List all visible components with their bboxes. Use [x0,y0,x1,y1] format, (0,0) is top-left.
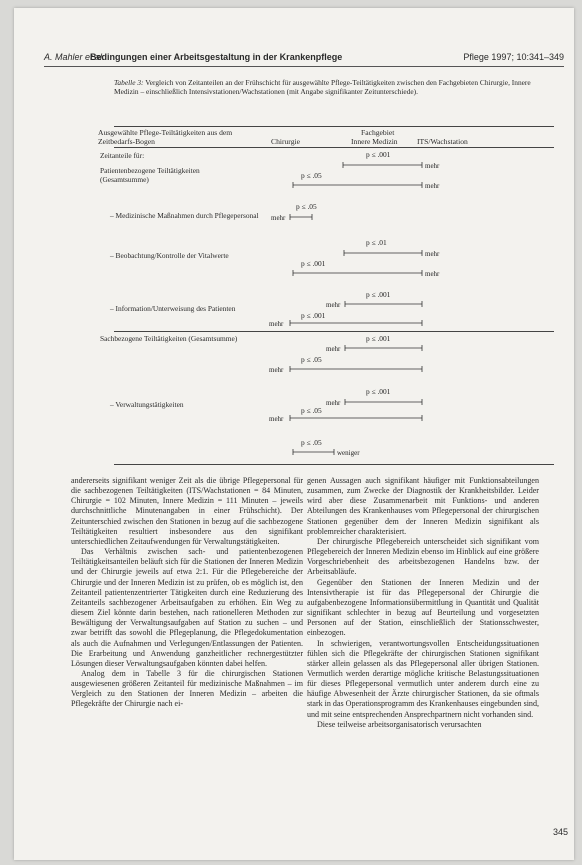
significance-label: p ≤ .001 [366,387,391,396]
paragraph: andererseits signifikant weniger Zeit als die übrige Pflegepersonal für die sachbezogenen Teiltätigkeiten (ITS/Wachstationen = 84 Minuten, Chirurgie = 102 Minuten, Innere Medizin = 111 Minuten – jeweils durchschnittliche Minutenangaben in einer Frühschicht). Der Zeitunterschied zwischen den Stationen in bezug auf die sachbezogene Teiltätigkeiten resultiert insbesondere aus den signifikant unterschiedlichen Zeitaufwendungen für Verwaltungstätigkeiten. [71,476,303,546]
significance-label: p ≤ .05 [301,171,322,180]
paragraph: Analog dem in Tabelle 3 für die chirurgischen Stationen ausgewiesenen größeren Zeitanteil für medizinische Maßnahmen – im Vergleich zu den Stationen der Inneren Medizin – arbeiten die Pflegekräfte der Chirurgie nach ei- [71,668,303,709]
row-label: – Information/Unterweisung des Patienten [110,304,236,313]
running-head-journal: Pflege 1997; 10:341–349 [463,52,564,62]
running-head-author: A. Mahler et al. [44,52,105,62]
bracket [293,171,440,190]
row-label: – Medizinische Maßnahmen durch Pflegepersonal [110,211,259,220]
level-label: mehr [425,162,440,170]
paragraph: Gegenüber den Stationen der Inneren Medizin und der Intensivtherapie ist für das Pflegepersonal der Chirurgie die aufgabenbezogene Informationsübermittlung in Quantität und Qualität signifikant schlechter in bezug auf Beurteilung und vorgesetzten Personen auf der Station, einschließlich der Stationsschwester, einbezogen. [307,577,539,638]
bracket [326,290,422,309]
significance-label: p ≤ .05 [296,202,317,211]
bracket [271,202,317,222]
paragraph: In schwierigen, verantwortungsvollen Entscheidungssituationen fühlen sich die Pflegekräfte der chirurgischen Stationen signifikant stärker allein gelassen als das Pflegepersonal aller übrigen Stationen. Vermutlich werden derartige mögliche kritische Belastungssituationen für dieses Pflegepersonal vermutlich unter anderem durch eine zu häufige Abwesenheit der Ärzte chirurgischer Stationen, da sie oftmals stark in das Operationsprogramm des Krankenhauses eingebunden sind, und mit seine entsprechenden Ansprechpartnern nicht vorhanden sind. [307,638,539,719]
significance-label: p ≤ .05 [301,406,322,415]
level-label: mehr [269,415,284,423]
paragraph: Das Verhältnis zwischen sach- und patientenbezogenen Teiltätigkeitsanteilen beläuft sich für die Stationen der Inneren Medizin und der Chirurgie jeweils auf etwa 2:1. Für die Pflegebereiche der Chirurgie und der Inneren Medizin ist zu prüfen, ob es möglich ist, den Zeitanteil patientenzentrierter Tätigkeiten durch eine Reduzierung des Zeitanteils sachbezogener Arbeitsaufgaben zu erhöhen. Ein Weg zu diesem Ziel könnte darin bestehen, nach rationelleren Methoden zur Bewältigung der Verwaltungsaufgaben auf Station zu suchen – und zwar betrifft das sowohl die Pflegeplanung, die Pflegedokumentation als auch die Aufnahmen und Verlegungen/Entlassungen der Patienten. Die Erarbeitung und Anwendung ganzheitlicher rechnergestützter Lösungen dieser Verwaltungsaufgaben könnten dabei helfen. [71,547,303,668]
level-label: mehr [326,301,341,309]
significance-label: p ≤ .001 [366,150,391,159]
significance-label: p ≤ .01 [366,238,387,247]
table-header-its: ITS/Wachstation [417,137,468,146]
significance-label: p ≤ .001 [301,259,326,268]
bracket [293,259,440,278]
bracket [269,355,422,374]
paragraph: Diese teilweise arbeitsorganisatorisch verursachten [317,719,482,729]
table-header-group: Fachgebiet [361,128,395,137]
paragraph: Der chirurgische Pflegebereich unterscheidet sich signifikant vom Pflegebereich der Inneren Medizin ebenso im Hinblick auf eine größere Vorgeschriebenheit des arbeitsbezogenen Handelns bzw. der Arbeitsabläufe. [307,536,539,577]
row-label: Sachbezogene Teiltätigkeiten (Gesamtsumme) [100,334,238,343]
significance-brackets [14,8,574,478]
bracket [269,311,422,328]
level-label: mehr [326,399,341,407]
bracket [326,387,422,407]
bracket [344,238,440,258]
table-header-activity: Ausgewählte Pflege-Teiltätigkeiten aus dem Zeitbedarfs-Bogen [98,128,233,146]
running-head-title: Bedingungen einer Arbeitsgestaltung in der Krankenpflege [90,52,343,62]
level-label: weniger [337,449,360,457]
significance-label: p ≤ .001 [301,311,326,320]
journal-page [14,8,574,860]
significance-label: p ≤ .001 [366,334,391,343]
row-label: Patientenbezogene Teiltätigkeiten (Gesamtsumme) [100,166,200,184]
page-number: 345 [552,827,568,837]
bracket [293,438,360,457]
level-label: mehr [425,270,440,278]
level-label: mehr [271,214,286,222]
table-number: Tabelle 3: [114,78,144,87]
bracket [343,150,440,170]
bracket [326,334,422,353]
level-label: mehr [425,250,440,258]
level-label: mehr [326,345,341,353]
significance-label: p ≤ .05 [301,438,322,447]
table-header-chirurgie: Chirurgie [271,137,300,146]
row-label: – Beobachtung/Kontrolle der Vitalwerte [110,251,229,260]
bracket [269,406,422,423]
row-label: Zeitanteile für: [100,151,145,160]
significance-label: p ≤ .05 [301,355,322,364]
table-header-innere: Innere Medizin [351,137,398,146]
table-caption-text: Vergleich von Zeitanteilen an der Frühschicht für ausgewählte Pflege-Teiltätigkeiten zwischen den Fachgebieten Chirurgie, Innere Medizin – einschließlich Intensivstationen/Wachstationen (mit Angabe signifikanter Zeitunterschiede). [114,78,531,97]
paragraph: genen Aussagen auch signifikant häufiger mit Funktionsabteilungen zusammen, zum Zwecke der Diagnostik der Krankheitsbilder. Leider wird aber diese Zusammenarbeit mit Funktions- und anderen Abteilungen des Krankenhauses vom Pflegepersonal der chirurgischen Stationen gegenüber dem der Inneren Medizin signifikant als problemreicher charakterisiert. [307,476,539,536]
body-column-right [307,476,539,730]
level-label: mehr [269,320,284,328]
level-label: mehr [269,366,284,374]
row-label: – Verwaltungstätigkeiten [110,400,184,409]
body-column-left [71,476,303,710]
significance-label: p ≤ .001 [366,290,391,299]
level-label: mehr [425,182,440,190]
